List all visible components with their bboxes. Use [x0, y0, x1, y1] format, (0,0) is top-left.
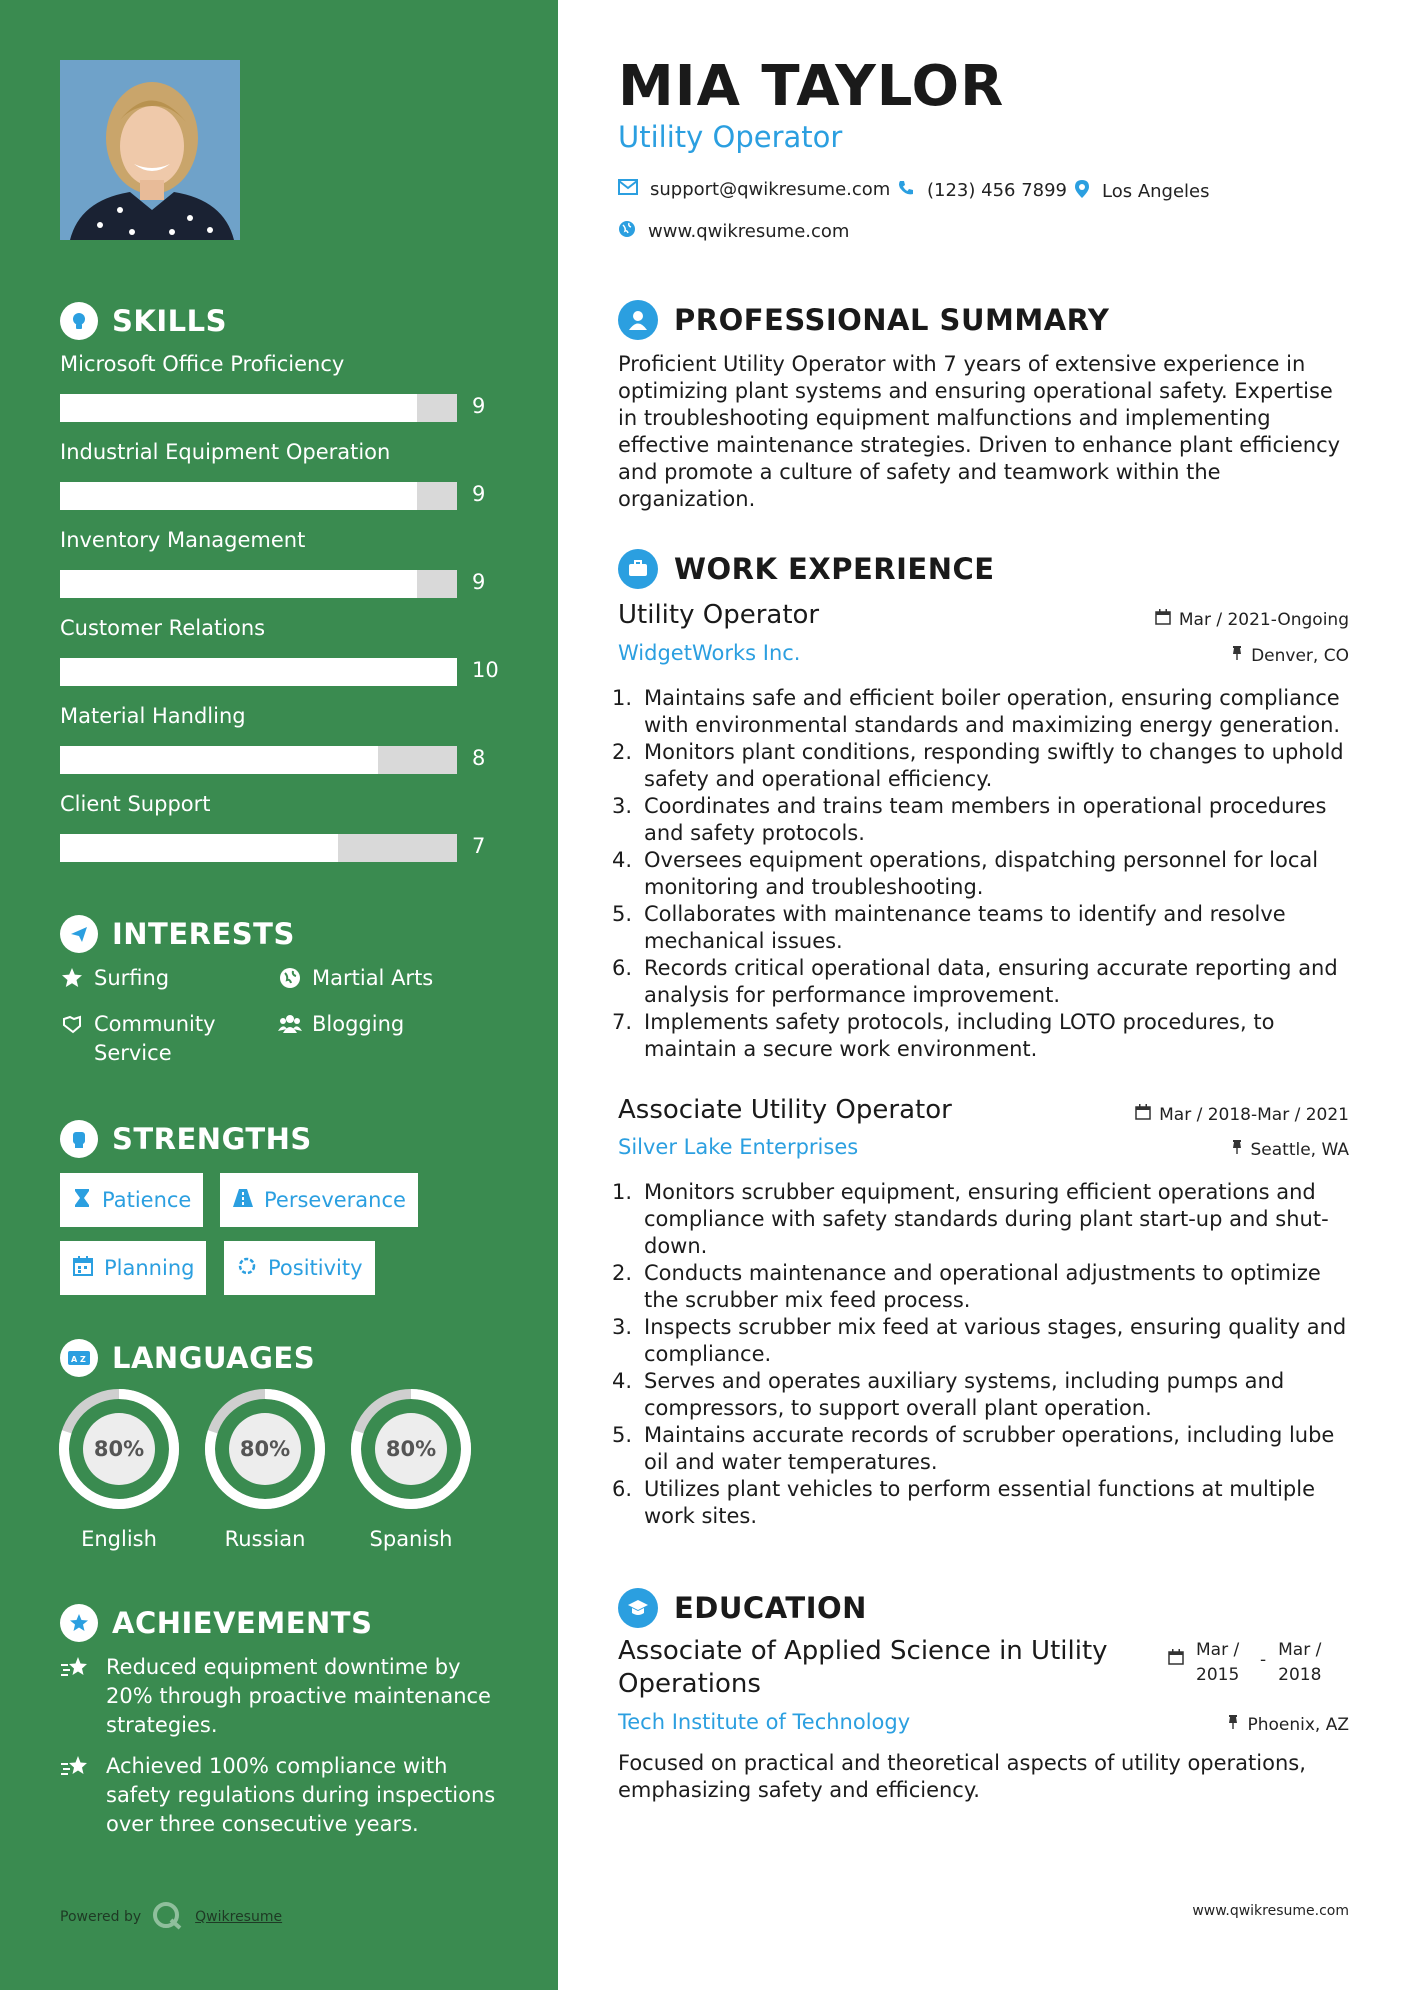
job-location [1231, 1139, 1350, 1160]
strength-label: Positivity [268, 1256, 363, 1280]
job-duties [612, 1179, 1358, 1530]
skill-bar-fill [60, 658, 457, 686]
job-duties [612, 685, 1358, 1063]
skill-name: Microsoft Office Proficiency [60, 352, 345, 376]
language-name: Spanish [369, 1527, 453, 1551]
job-company: Silver Lake Enterprises [618, 1135, 859, 1159]
pushpin-icon [1227, 1714, 1239, 1735]
globe-icon [278, 964, 302, 993]
duty-item: 3. Inspects scrubber mix feed at various stages, ensuring quality and compliance. [612, 1315, 1347, 1366]
job-title: Associate Utility Operator [618, 1095, 952, 1125]
achievements-title: ACHIEVEMENTS [112, 1606, 373, 1640]
skills-title: SKILLS [112, 304, 227, 338]
interests-heading [60, 915, 295, 953]
skill-bar [60, 394, 457, 422]
language-percent: 80% [93, 1437, 145, 1461]
skill-item [60, 616, 500, 682]
interest-label: Surfing [94, 966, 170, 990]
duty-text: Conducts maintenance and operational adjustments to optimize the scrubber mix feed process. [644, 1261, 1321, 1312]
skill-item [60, 704, 500, 770]
skill-score: 7 [472, 834, 486, 858]
education-description: Focused on practical and theoretical aspects of utility operations, emphasizing safety and efficiency. [618, 1751, 1306, 1802]
duty-text: Inspects scrubber mix feed at various stages, ensuring quality and compliance. [644, 1315, 1347, 1366]
duty-text: Monitors plant conditions, responding swiftly to changes to uphold safety and operational efficiency. [644, 740, 1344, 791]
job-dates [1135, 1104, 1349, 1125]
skill-score: 9 [472, 482, 486, 506]
contact-email [618, 179, 890, 200]
qwikresume-logo-icon [151, 1900, 185, 1934]
languages-title: LANGUAGES [112, 1341, 316, 1375]
duty-text: Coordinates and trains team members in operational procedures and safety protocols. [644, 794, 1327, 845]
education-school: Tech Institute of Technology [618, 1710, 911, 1734]
svg-text:A: A [71, 1355, 78, 1364]
duty-text: Implements safety protocols, including LOTO procedures, to maintain a secure work environment. [644, 1010, 1275, 1061]
language-item [57, 1387, 181, 1551]
skill-bar [60, 746, 457, 774]
website-text[interactable]: www.qwikresume.com [648, 221, 850, 242]
skill-name: Material Handling [60, 704, 246, 728]
fist-icon [60, 1120, 98, 1158]
skill-bar [60, 570, 457, 598]
graduation-icon [618, 1588, 658, 1628]
strengths-heading [60, 1120, 312, 1158]
qwikresume-link[interactable]: Qwikresume [195, 1909, 283, 1925]
job-dates-text: Mar / 2018-Mar / 2021 [1159, 1104, 1349, 1125]
calendar-icon [1168, 1638, 1184, 1688]
email-text[interactable]: support@qwikresume.com [650, 179, 891, 200]
education-degree: Associate of Applied Science in Utility Operations [618, 1636, 1108, 1699]
medal-icon [60, 1604, 98, 1642]
skill-bar-fill [60, 570, 417, 598]
duty-item: 5. Maintains accurate records of scrubber operations, including lube oil and water temperatures. [612, 1423, 1335, 1474]
duty-item: 5. Collaborates with maintenance teams to identify and resolve mechanical issues. [612, 902, 1286, 953]
skill-name: Customer Relations [60, 616, 266, 640]
education-location-text: Phoenix, AZ [1247, 1714, 1349, 1735]
envelope-icon [618, 179, 638, 200]
interest-label: Blogging [312, 1012, 405, 1036]
language-name: Russian [224, 1527, 306, 1551]
duty-item: 4. Serves and operates auxiliary systems, including pumps and compressors, to support overall plant operation. [612, 1369, 1285, 1420]
powered-by-label: Powered by [60, 1909, 142, 1925]
language-icon [60, 1339, 98, 1377]
briefcase-icon [618, 549, 658, 589]
skill-bar-fill [60, 834, 338, 862]
skills-heading [60, 302, 227, 340]
achievement-item [60, 1752, 500, 1839]
calendar-icon [1135, 1104, 1151, 1125]
duty-item: 3. Coordinates and trains team members in operational procedures and safety protocols. [612, 794, 1327, 845]
summary-title: PROFESSIONAL SUMMARY [674, 303, 1110, 337]
svg-text:Z: Z [80, 1355, 86, 1364]
skill-bar-fill [60, 394, 417, 422]
duty-text: Monitors scrubber equipment, ensuring efficient operations and compliance with safety standards during plant start-up and shut-down. [644, 1180, 1329, 1258]
duty-text: Serves and operates auxiliary systems, including pumps and compressors, to support overall plant operation. [644, 1369, 1285, 1420]
job-dates [1155, 609, 1349, 630]
achievement-item [60, 1653, 500, 1740]
skill-score: 9 [472, 570, 486, 594]
experience-title: WORK EXPERIENCE [674, 552, 995, 586]
interest-label: Martial Arts [312, 966, 434, 990]
sidebar [0, 0, 558, 1990]
location-text: Los Angeles [1102, 181, 1210, 202]
language-name: English [81, 1527, 157, 1551]
job-location [1231, 645, 1349, 666]
skill-bar [60, 834, 457, 862]
language-percent: 80% [385, 1437, 437, 1461]
contact-phone [897, 179, 1067, 202]
lightbulb-icon [60, 302, 98, 340]
education-heading [618, 1588, 867, 1628]
interests-title: INTERESTS [112, 917, 295, 951]
trophy-star-icon [60, 1752, 94, 1839]
pushpin-icon [1231, 645, 1243, 666]
skill-score: 10 [472, 658, 499, 682]
skill-bar-fill [60, 746, 378, 774]
duty-text: Maintains accurate records of scrubber operations, including lube oil and water temperatures. [644, 1423, 1335, 1474]
strength-badge [60, 1173, 203, 1227]
job-title: Utility Operator [618, 600, 820, 630]
sun-icon [236, 1255, 258, 1282]
duty-item: 6. Utilizes plant vehicles to perform essential functions at multiple work sites. [612, 1477, 1316, 1528]
skill-item [60, 792, 500, 858]
duty-item: 1. Maintains safe and efficient boiler operation, ensuring compliance with environmental standards and maximizing energy generation. [612, 686, 1341, 737]
strength-label: Planning [104, 1256, 195, 1280]
skill-item [60, 528, 500, 594]
calendar-icon [1155, 609, 1171, 630]
language-percent: 80% [239, 1437, 291, 1461]
summary-heading [618, 300, 1109, 340]
skill-name: Industrial Equipment Operation [60, 440, 391, 464]
skill-bar-fill [60, 482, 417, 510]
phone-text: (123) 456 7899 [927, 180, 1068, 201]
duty-item: 4. Oversees equipment operations, dispatching personnel for local monitoring and troubleshooting. [612, 848, 1319, 899]
summary-text: Proficient Utility Operator with 7 years of extensive experience in optimizing plant systems and ensuring operational safety. Expertise in troubleshooting equipment malfunctions and implementing effective maintenance strategies. Driven to enhance plant efficiency and promote a culture of safety and teamwork within the organization. [618, 352, 1341, 511]
interest-item [60, 1010, 250, 1068]
calendar-icon [72, 1255, 94, 1282]
strengths-title: STRENGTHS [112, 1122, 312, 1156]
powered-by [60, 1900, 282, 1934]
skill-score: 9 [472, 394, 486, 418]
skill-score: 8 [472, 746, 486, 770]
education-end-date: Mar / 2018 [1278, 1640, 1322, 1685]
interest-item [278, 964, 433, 993]
language-item [349, 1387, 473, 1551]
strength-label: Patience [102, 1188, 192, 1212]
duty-item: 7. Implements safety protocols, including LOTO procedures, to maintain a secure work environment. [612, 1010, 1275, 1061]
star-icon [60, 964, 84, 993]
interest-label: Community Service [94, 1012, 216, 1065]
globe-icon [618, 220, 636, 243]
duty-text: Oversees equipment operations, dispatching personnel for local monitoring and troubleshooting. [644, 848, 1319, 899]
education-title: EDUCATION [674, 1591, 867, 1625]
footer-website[interactable]: www.qwikresume.com [1192, 1903, 1349, 1919]
phone-icon [897, 179, 915, 202]
duty-item: 2. Monitors plant conditions, responding swiftly to changes to uphold safety and operational efficiency. [612, 740, 1344, 791]
candidate-role: Utility Operator [618, 120, 843, 154]
education-dates [1168, 1638, 1330, 1688]
skill-bar [60, 482, 457, 510]
main-content [558, 0, 1407, 1990]
duty-text: Maintains safe and efficient boiler operation, ensuring compliance with environmental standards and maximizing energy generation. [644, 686, 1341, 737]
interest-item [278, 1010, 404, 1039]
duty-item: 6. Records critical operational data, ensuring accurate reporting and analysis for performance improvement. [612, 956, 1338, 1007]
paper-plane-icon [60, 915, 98, 953]
duty-item: 2. Conducts maintenance and operational adjustments to optimize the scrubber mix feed process. [612, 1261, 1321, 1312]
duty-text: Records critical operational data, ensuring accurate reporting and analysis for performance improvement. [644, 956, 1338, 1007]
languages-heading [60, 1339, 315, 1377]
skill-item [60, 352, 500, 418]
experience-heading [618, 549, 995, 589]
interest-item [60, 964, 169, 993]
language-item [203, 1387, 327, 1551]
achievement-text: Achieved 100% compliance with safety regulations during inspections over three consecutive years. [106, 1754, 496, 1836]
candidate-name: MIA TAYLOR [618, 54, 1005, 119]
users-icon [278, 1010, 302, 1039]
date-separator: - [1260, 1650, 1267, 1670]
duty-item: 1. Monitors scrubber equipment, ensuring efficient operations and compliance with safety standards during plant start-up and shut-down. [612, 1180, 1329, 1258]
job-location-text: Seattle, WA [1250, 1139, 1349, 1160]
strength-badge [220, 1173, 418, 1227]
handshake-icon [60, 1010, 84, 1068]
skill-name: Client Support [60, 792, 211, 816]
skill-bar [60, 658, 457, 686]
trophy-star-icon [60, 1653, 94, 1740]
duty-text: Utilizes plant vehicles to perform essential functions at multiple work sites. [644, 1477, 1316, 1528]
duty-text: Collaborates with maintenance teams to identify and resolve mechanical issues. [644, 902, 1286, 953]
strength-badge [60, 1241, 206, 1295]
strength-badge [224, 1241, 375, 1295]
skill-item [60, 440, 500, 506]
pushpin-icon [1231, 1139, 1243, 1160]
contact-location [1074, 179, 1210, 204]
road-icon [232, 1188, 254, 1213]
job-company: WidgetWorks Inc. [618, 641, 801, 665]
skill-name: Inventory Management [60, 528, 306, 552]
education-start-date: Mar / 2015 [1196, 1640, 1240, 1685]
achievements-heading [60, 1604, 372, 1642]
job-dates-text: Mar / 2021-Ongoing [1178, 609, 1349, 630]
user-icon [618, 300, 658, 340]
map-pin-icon [1074, 179, 1090, 204]
profile-photo [60, 60, 240, 240]
education-location [1227, 1714, 1349, 1735]
job-location-text: Denver, CO [1251, 645, 1349, 666]
contact-website [618, 220, 849, 243]
achievement-text: Reduced equipment downtime by 20% through proactive maintenance strategies. [106, 1655, 491, 1737]
strength-label: Perseverance [264, 1188, 406, 1212]
hourglass-icon [72, 1187, 92, 1214]
